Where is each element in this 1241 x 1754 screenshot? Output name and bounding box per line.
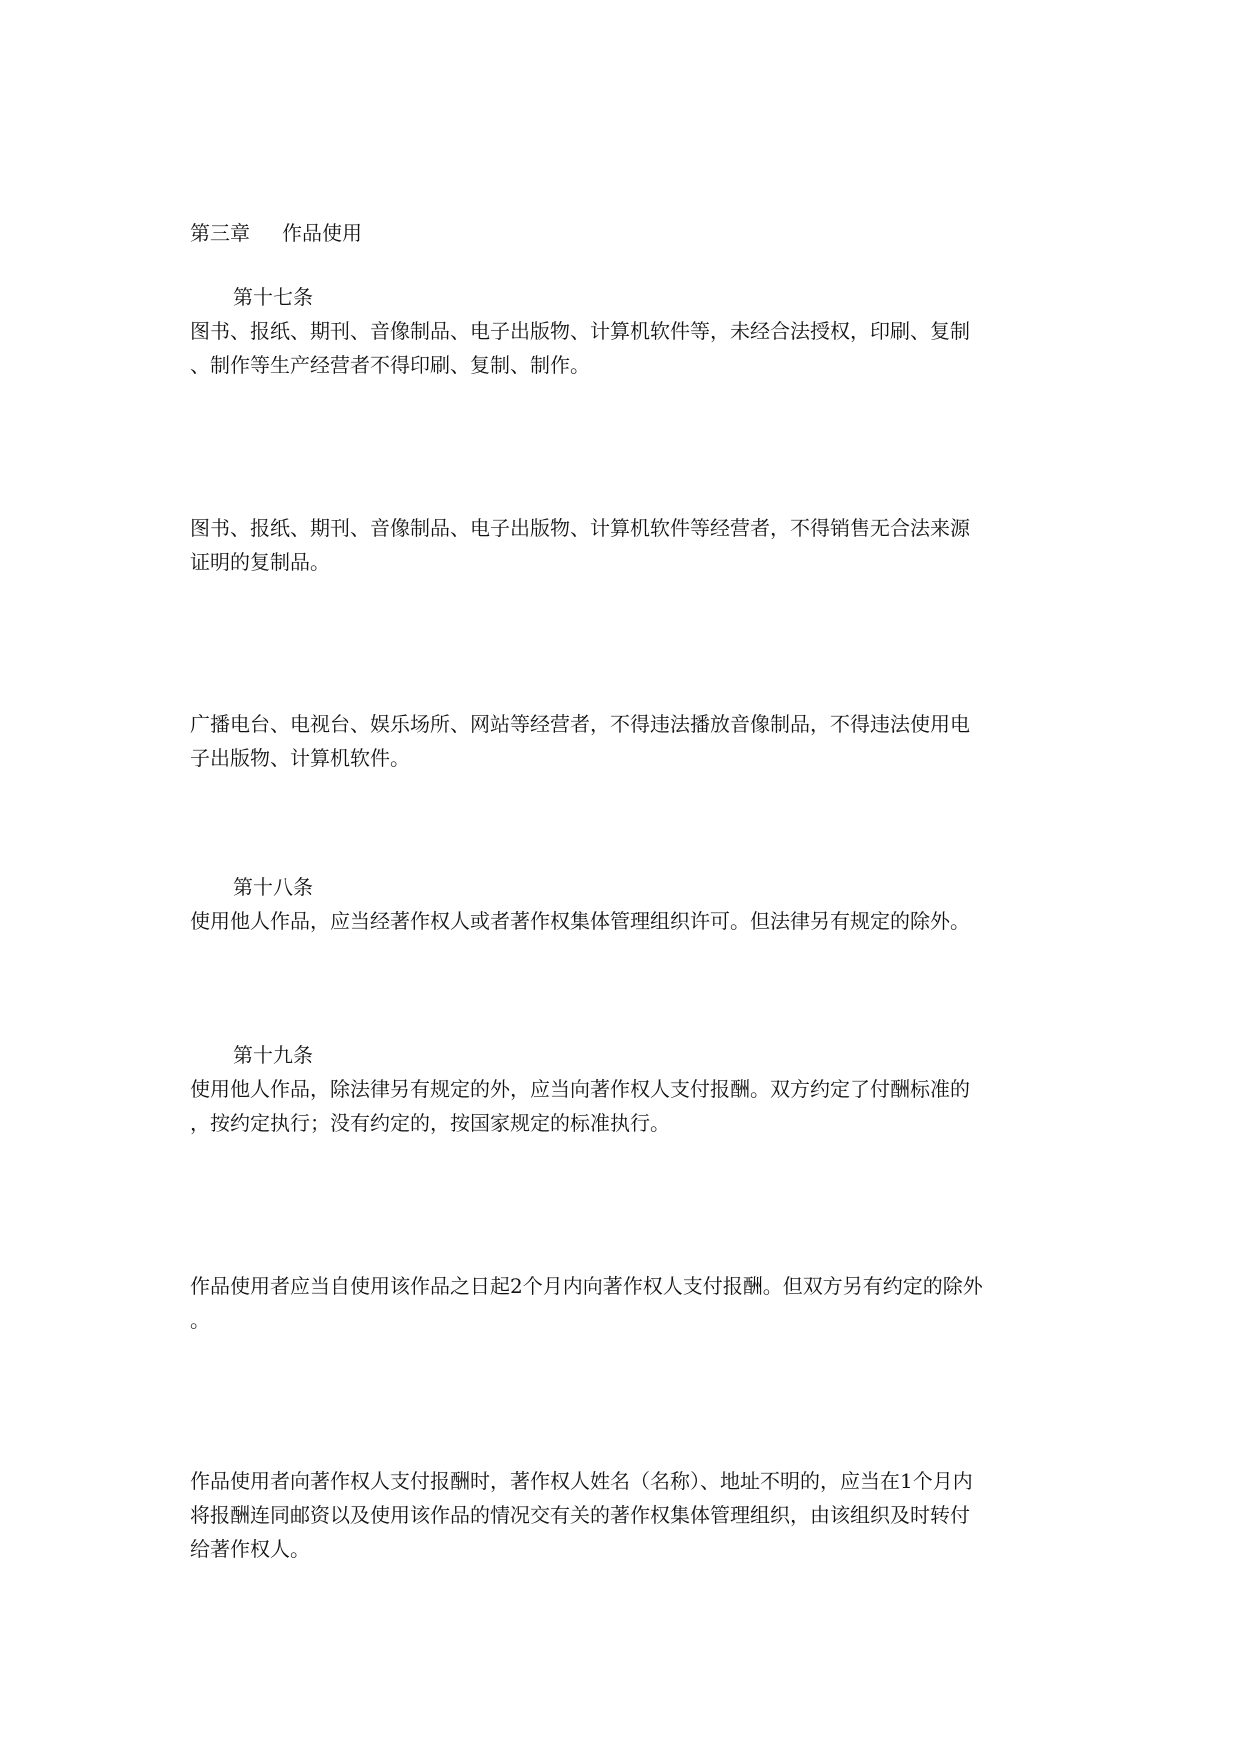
article-19-paragraph-2-line-2: 。	[190, 1308, 210, 1332]
article-18-heading: 第十八条	[233, 875, 313, 899]
article-19-heading: 第十九条	[233, 1043, 313, 1067]
chapter-title: 作品使用	[282, 221, 362, 245]
article-17-paragraph-2-line-1: 图书、报纸、期刊、音像制品、电子出版物、计算机软件等经营者，不得销售无合法来源	[190, 516, 970, 540]
article-17-heading: 第十七条	[233, 285, 313, 309]
article-19-paragraph-3-line-1: 作品使用者向著作权人支付报酬时，著作权人姓名（名称）、地址不明的，应当在1个月内	[190, 1469, 973, 1493]
chapter-number: 第三章	[190, 221, 250, 245]
article-17-paragraph-2-line-2: 证明的复制品。	[190, 550, 330, 574]
article-17-paragraph-1-line-2: 、制作等生产经营者不得印刷、复制、制作。	[190, 353, 590, 377]
chapter-heading	[190, 216, 1070, 250]
article-19-paragraph-2-line-1: 作品使用者应当自使用该作品之日起2个月内向著作权人支付报酬。但双方另有约定的除外	[190, 1274, 983, 1298]
article-18-paragraph-1-line-1: 使用他人作品，应当经著作权人或者著作权集体管理组织许可。但法律另有规定的除外。	[190, 909, 970, 933]
article-19-paragraph-3-line-2: 将报酬连同邮资以及使用该作品的情况交有关的著作权集体管理组织，由该组织及时转付	[190, 1503, 970, 1527]
article-19-paragraph-1-line-1: 使用他人作品，除法律另有规定的外，应当向著作权人支付报酬。双方约定了付酬标准的	[190, 1077, 970, 1101]
article-19-paragraph-3-line-3: 给著作权人。	[190, 1537, 310, 1561]
article-19-paragraph-1-line-2: ，按约定执行；没有约定的，按国家规定的标准执行。	[190, 1111, 670, 1135]
article-17-paragraph-1-line-1: 图书、报纸、期刊、音像制品、电子出版物、计算机软件等，未经合法授权，印刷、复制	[190, 319, 970, 343]
article-17-paragraph-3-line-2: 子出版物、计算机软件。	[190, 746, 410, 770]
article-17-paragraph-3-line-1: 广播电台、电视台、娱乐场所、网站等经营者，不得违法播放音像制品，不得违法使用电	[190, 712, 970, 736]
